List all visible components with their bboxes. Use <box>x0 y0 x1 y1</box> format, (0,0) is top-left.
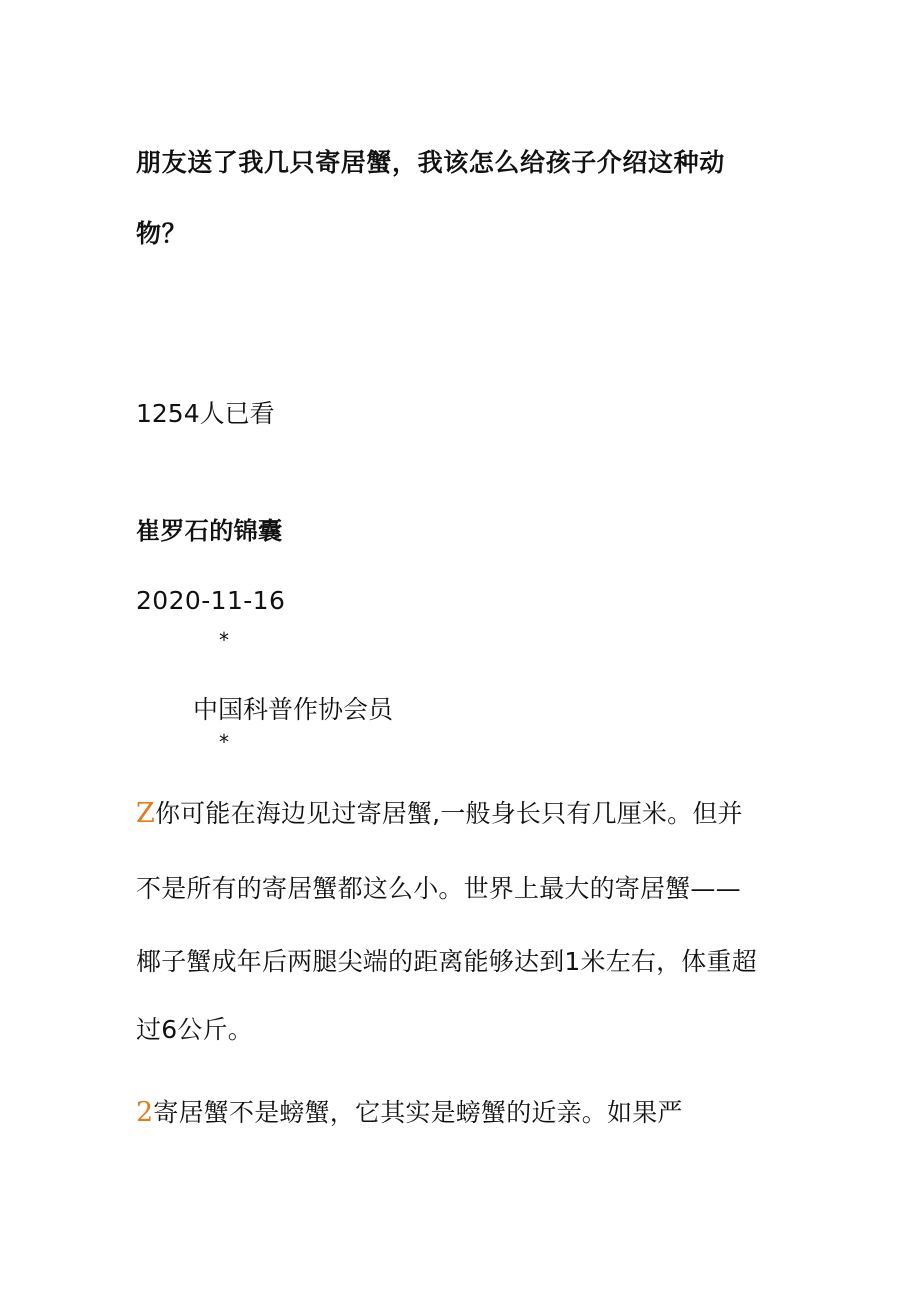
paragraph-1-line-3: 椰子蟹成年后两腿尖端的距离能够达到1米左右，体重超 <box>136 947 757 976</box>
paragraph-2-line-1 <box>136 1093 683 1129</box>
view-count: 1254人已看 <box>136 399 275 428</box>
paragraph-1-line-1 <box>136 794 743 830</box>
paragraph-1-number: Z <box>136 798 155 829</box>
paragraph-1-line-2: 不是所有的寄居蟹都这么小。世界上最大的寄居蟹—— <box>136 874 741 903</box>
article-title-line-1: 朋友送了我几只寄居蟹，我该怎么给孩子介绍这种动 <box>136 148 725 177</box>
author-role: 中国科普作协会员 <box>193 695 394 724</box>
separator-star-1: * <box>219 628 229 652</box>
paragraph-2-text-1: 寄居蟹不是螃蟹，它其实是螃蟹的近亲。如果严 <box>153 1098 683 1127</box>
author-name: 崔罗石的锦囊 <box>136 517 283 545</box>
paragraph-1-line-4: 过6公斤。 <box>136 1015 253 1044</box>
paragraph-1-text-1: 你可能在海边见过寄居蟹,一般身长只有几厘米。但并 <box>154 799 743 828</box>
article-title-line-2: 物？ <box>136 219 188 248</box>
separator-star-2: * <box>219 730 229 754</box>
paragraph-2-number: 2 <box>136 1097 154 1128</box>
publish-date: 2020-11-16 <box>136 586 286 615</box>
